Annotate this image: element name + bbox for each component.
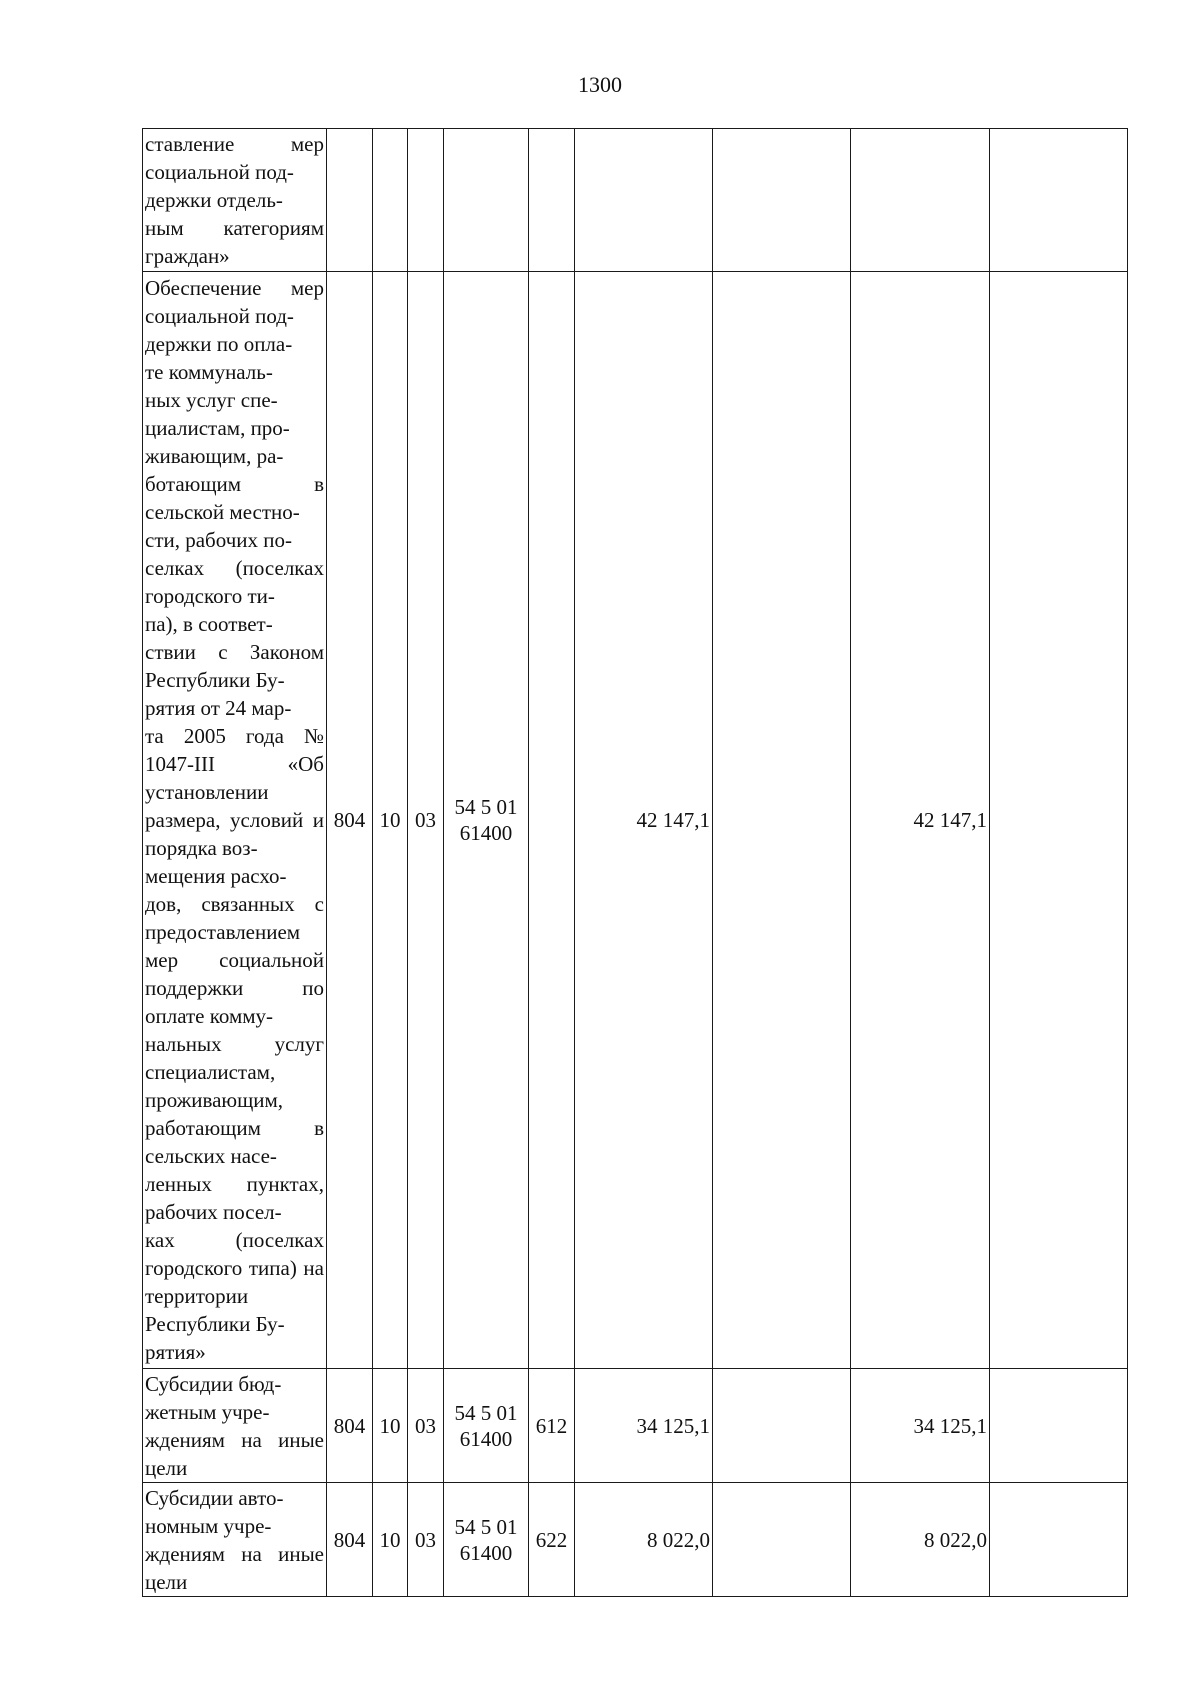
csr-cell: 54 5 01 61400 xyxy=(444,272,529,1369)
pr-cell xyxy=(408,129,444,272)
sum-cell-2 xyxy=(713,1483,851,1597)
ved-cell xyxy=(327,129,373,272)
ved-cell: 804 xyxy=(327,272,373,1369)
ved-cell: 804 xyxy=(327,1369,373,1483)
sum-cell-1: 42 147,1 xyxy=(575,272,713,1369)
sum-cell-4 xyxy=(990,1369,1128,1483)
table-row xyxy=(143,1369,1128,1483)
pr-cell: 03 xyxy=(408,1369,444,1483)
row-name-cell: ставление мер социальной под- держки отдель- ным категориям граждан» xyxy=(143,129,327,272)
rz-cell: 10 xyxy=(373,272,408,1369)
vr-cell xyxy=(529,129,575,272)
sum-cell-4 xyxy=(990,129,1128,272)
sum-cell-4 xyxy=(990,272,1128,1369)
sum-cell-3 xyxy=(851,129,990,272)
sum-cell-3: 42 147,1 xyxy=(851,272,990,1369)
sum-cell-2 xyxy=(713,129,851,272)
csr-cell: 54 5 01 61400 xyxy=(444,1483,529,1597)
sum-cell-3: 34 125,1 xyxy=(851,1369,990,1483)
sum-cell-1: 8 022,0 xyxy=(575,1483,713,1597)
sum-cell-1: 34 125,1 xyxy=(575,1369,713,1483)
sum-cell-1 xyxy=(575,129,713,272)
sum-cell-3: 8 022,0 xyxy=(851,1483,990,1597)
csr-cell: 54 5 01 61400 xyxy=(444,1369,529,1483)
sum-cell-4 xyxy=(990,1483,1128,1597)
page-number: 1300 xyxy=(578,72,622,97)
ved-cell: 804 xyxy=(327,1483,373,1597)
vr-cell: 622 xyxy=(529,1483,575,1597)
pr-cell: 03 xyxy=(408,1483,444,1597)
row-name-cell: Субсидии авто- номным учре- ждениям на иные цели xyxy=(143,1483,327,1597)
row-name-cell: Субсидии бюд- жетным учре- ждениям на иные цели xyxy=(143,1369,327,1483)
budget-table xyxy=(142,128,1128,1597)
rz-cell: 10 xyxy=(373,1369,408,1483)
vr-cell: 612 xyxy=(529,1369,575,1483)
csr-cell xyxy=(444,129,529,272)
sum-cell-2 xyxy=(713,1369,851,1483)
table-row xyxy=(143,1483,1128,1597)
sum-cell-2 xyxy=(713,272,851,1369)
rz-cell: 10 xyxy=(373,1483,408,1597)
table-row xyxy=(143,272,1128,1369)
pr-cell: 03 xyxy=(408,272,444,1369)
rz-cell xyxy=(373,129,408,272)
table-row xyxy=(143,129,1128,272)
vr-cell xyxy=(529,272,575,1369)
row-name-cell: Обеспечение мер социальной под- держки по опла- те коммуналь- ных услуг спе- циалистам, про- живающим, ра- ботающим в сельской местно- сти, рабочих по- селках (поселках городского ти- па), в соответ- ствии с Законом Республики Бу- рятия от 24 мар- та 2005 года № 1047-III «Об установлении размера, условий и порядка воз- мещения расхо- дов, связанных с предоставлением мер социальной поддержки по оплате комму- нальных услуг специалистам, проживающим, работающим в сельских насе- ленных пунктах, рабочих посел- ках (поселках городского типа) на территории Республики Бу- рятия» xyxy=(143,272,327,1369)
